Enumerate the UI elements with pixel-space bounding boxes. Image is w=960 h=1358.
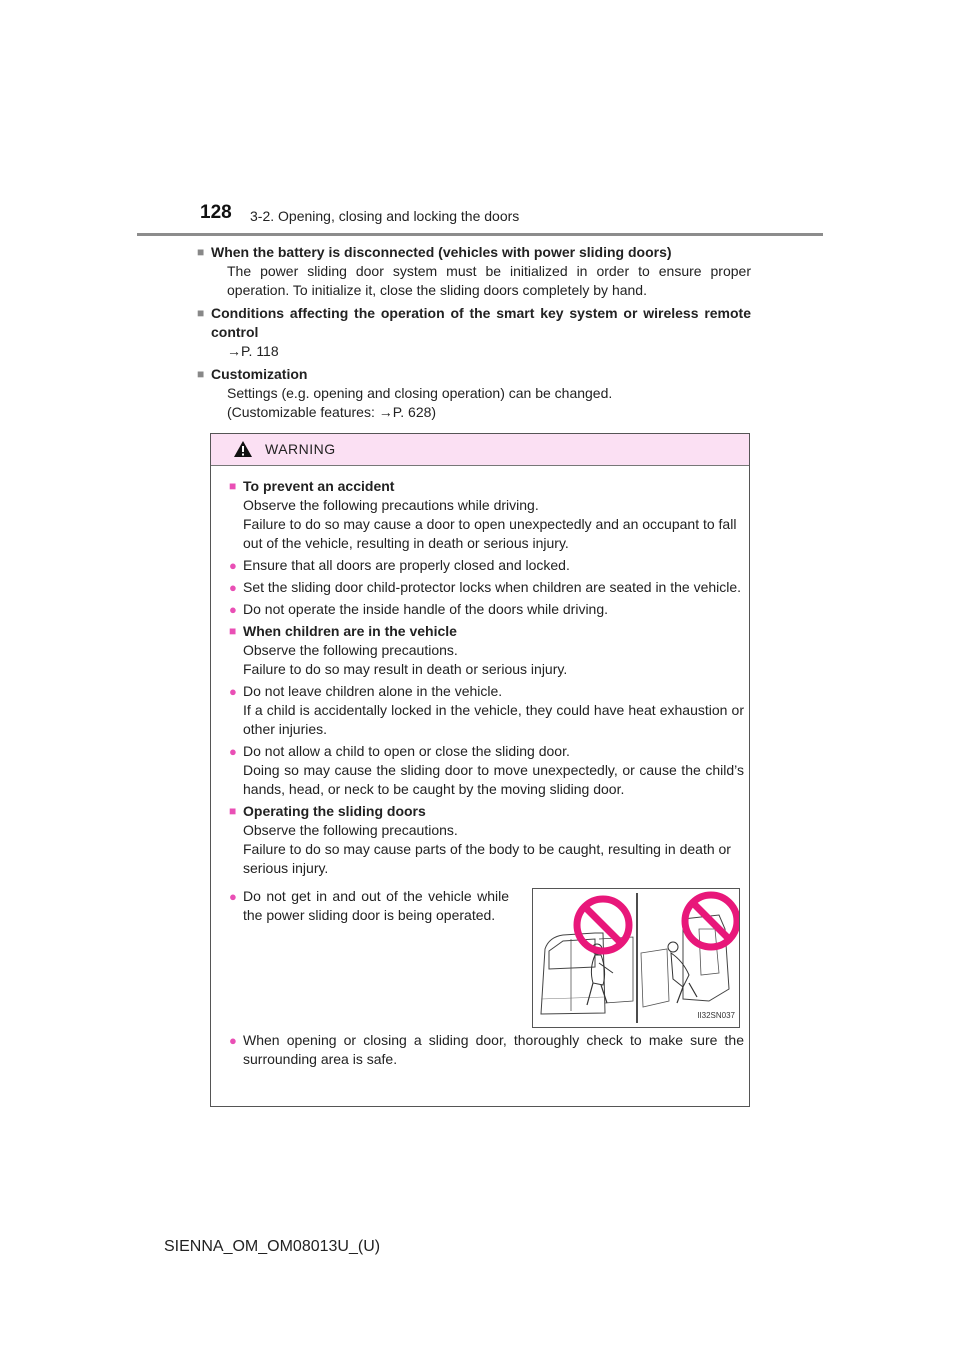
warning-section-children [229, 622, 744, 799]
warning-section-sliding-doors [229, 802, 744, 1069]
footer-doc-id: SIENNA_OM_OM08013U_(U) [164, 1238, 381, 1255]
bullet-item: ● Do not operate the inside handle of the doors while driving. [229, 601, 609, 617]
square-bullet-icon: ■ [197, 245, 205, 259]
square-bullet-icon: ■ [197, 367, 205, 381]
circle-bullet-icon: ● [229, 1033, 237, 1048]
sliding-door-illustration [532, 888, 740, 1028]
section-heading: To prevent an accident [243, 478, 395, 494]
note-text: →P. 118 [227, 343, 279, 359]
square-bullet-icon: ■ [229, 804, 237, 818]
section-intro: Failure to do so may result in death or serious injury. [243, 661, 568, 677]
circle-bullet-icon: ● [229, 684, 237, 699]
section-intro: Observe the following precautions. [243, 642, 458, 658]
circle-bullet-icon: ● [229, 580, 237, 595]
notes-list [197, 243, 751, 426]
square-bullet-icon: ■ [229, 624, 237, 638]
illustration-code: II32SN037 [697, 1011, 735, 1020]
page-number: 128 [200, 202, 232, 223]
warning-box [210, 433, 750, 1107]
circle-bullet-icon: ● [229, 889, 237, 904]
note-battery [197, 243, 751, 300]
circle-bullet-icon: ● [229, 602, 237, 617]
page-header [0, 0, 960, 240]
warning-header [211, 434, 749, 466]
note-heading: Customization [211, 366, 308, 382]
circle-bullet-icon: ● [229, 558, 237, 573]
note-customization [197, 365, 751, 422]
bullet-item: ● Do not leave children alone in the vehicle. If a child is accidentally locked in the vehicle, they could have heat exhaustion or other injuries. [229, 683, 744, 737]
square-bullet-icon: ■ [197, 306, 205, 320]
note-smart-key [197, 304, 751, 361]
header-rule [137, 233, 823, 236]
section-intro: Failure to do so may cause parts of the body to be caught, resulting in death or serious injury. [243, 841, 731, 876]
section-title: 3-2. Opening, closing and locking the doors [250, 208, 520, 224]
note-heading: Conditions affecting the operation of the smart key system or wireless remote control [211, 305, 751, 340]
bullet-item: ● Ensure that all doors are properly closed and locked. [229, 557, 570, 573]
section-intro: Failure to do so may cause a door to open unexpectedly and an occupant to fall out of the vehicle, resulting in death or serious injury. [243, 516, 737, 551]
circle-bullet-icon: ● [229, 744, 237, 759]
note-text: The power sliding door system must be initialized in order to ensure proper operation. To initialize it, close the sliding doors completely by hand. [227, 263, 751, 298]
section-heading: Operating the sliding doors [243, 803, 426, 819]
illustrated-bullet [229, 884, 744, 1028]
note-text: (Customizable features: →P. 628) [227, 404, 437, 420]
note-heading: When the battery is disconnected (vehicles with power sliding doors) [211, 244, 672, 260]
warning-label: WARNING [265, 441, 336, 457]
warning-icon [233, 440, 253, 458]
bullet-item: ● When opening or closing a sliding door, thoroughly check to make sure the surrounding area is safe. [229, 1032, 744, 1067]
note-text: Settings (e.g. opening and closing operation) can be changed. [227, 385, 613, 401]
square-bullet-icon: ■ [229, 479, 237, 493]
section-intro: Observe the following precautions. [243, 822, 458, 838]
bullet-item: ● Do not allow a child to open or close the sliding door. Doing so may cause the sliding door to move unexpectedly, or cause the child’s hands, head, or neck to be caught by the moving sliding door. [229, 743, 744, 797]
bullet-item: ● Do not get in and out of the vehicle while the power sliding door is being operated. [229, 887, 509, 1025]
warning-section-accident [229, 477, 744, 619]
bullet-item: ● Set the sliding door child-protector locks when children are seated in the vehicle. [229, 579, 742, 595]
section-intro: Observe the following precautions while driving. [243, 497, 539, 513]
section-heading: When children are in the vehicle [243, 623, 457, 639]
warning-content [229, 477, 744, 1072]
